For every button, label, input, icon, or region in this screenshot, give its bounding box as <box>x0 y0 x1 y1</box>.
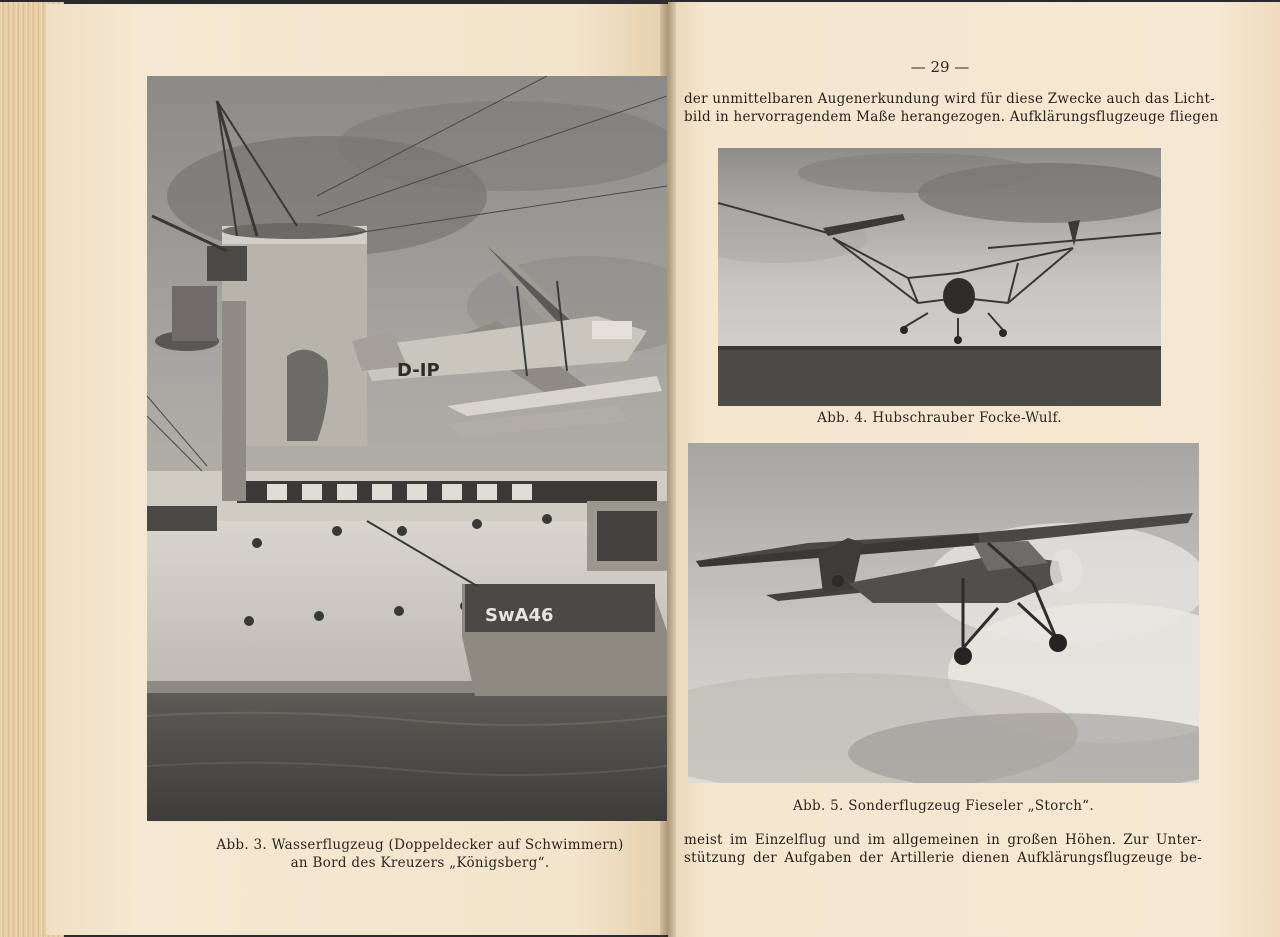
body-text-line: der unmittelbaren Augenerkundung wird für diese Zwecke auch das Licht- <box>684 91 1215 107</box>
aircraft-registration: D-IP <box>397 360 440 381</box>
body-text-line: stützung der Aufgaben der Artillerie dienen Aufklärungsflugzeuge be- <box>684 850 1202 866</box>
figure-3-caption-line-1: Abb. 3. Wasserflugzeug (Doppeldecker auf Schwimmern) <box>216 837 624 853</box>
figure-5-caption: Abb. 5. Sonderflugzeug Fieseler „Storch“. <box>793 798 1094 814</box>
page-number: — 29 — <box>910 58 970 76</box>
body-text-line: meist im Einzelflug und im allgemeinen in großen Höhen. Zur Unter- <box>684 832 1202 848</box>
figure-3-photo <box>147 76 667 821</box>
body-text-line: bild in hervorragendem Maße herangezogen. Aufklärungsflugzeuge fliegen <box>684 109 1219 125</box>
figure-3-caption <box>200 836 640 872</box>
figure-4-photo <box>718 148 1161 406</box>
figure-4-caption: Abb. 4. Hubschrauber Focke-Wulf. <box>817 410 1062 426</box>
figure-5-photo <box>688 443 1199 783</box>
boat-marking: SwA46 <box>485 605 554 626</box>
figure-3-caption-line-2: an Bord des Kreuzers „Königsberg“. <box>290 855 550 871</box>
